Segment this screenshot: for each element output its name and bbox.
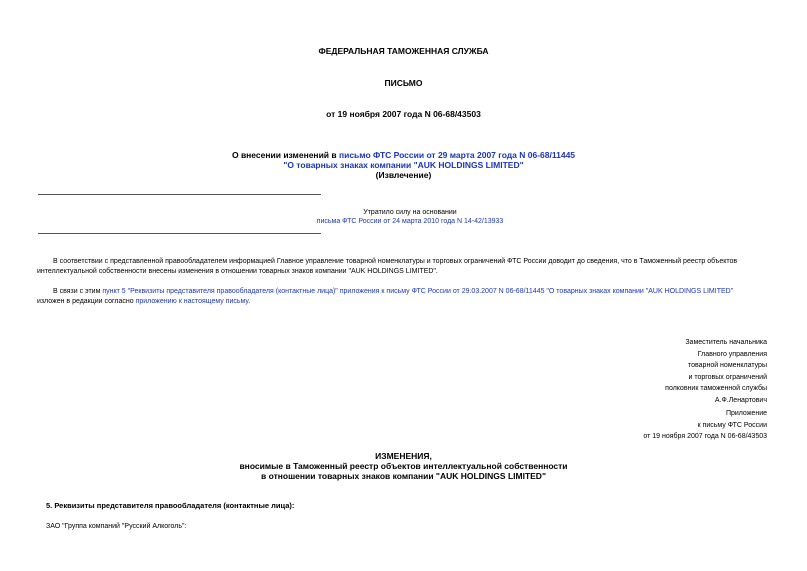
- title-prefix: О внесении изменений в: [231, 150, 339, 160]
- signature-line: товарной номенклатуры: [688, 362, 767, 369]
- appendix-line: к письму ФТС России: [697, 421, 767, 429]
- title-link[interactable]: письмо ФТС России от 29 марта 2007 года N 06-68/11445: [338, 150, 576, 160]
- section-5-heading: 5. Реквизиты представителя правообладателя (контактные лица):: [46, 501, 295, 510]
- status-text: Утратило силу на основании: [363, 209, 457, 216]
- paragraph-1-line2: интеллектуальной собственности внесены изменения в отношении товарных знаков компании "AUK HOLDINGS LIMITED".: [37, 268, 438, 275]
- paragraph-2-line1: [37, 287, 772, 297]
- paragraph-1-line1: В соответствии с представленной правообладателем информацией Главное управление товарной номенклатуры и торговых ограничений ФТС России доводит до сведения, что в Таможенный реестр объектов: [53, 258, 738, 265]
- signature-block: [665, 337, 767, 406]
- paragraph-2-link1[interactable]: пункт 5 "Реквизиты представителя правообладателя (контактные лица)" приложения к письму ФТС России от 29.03.2007 N 06-68/11445 "О товарных знаках компании "AUK HOLDINGS LIMITED": [102, 288, 734, 295]
- changes-subheading-2: в отношении товарных знаков компании "AUK HOLDINGS LIMITED": [261, 471, 546, 481]
- signature-line: Заместитель начальника: [685, 339, 767, 346]
- paragraph-2: [37, 287, 772, 307]
- paragraph-2-line2-prefix: изложен в редакции согласно: [37, 298, 136, 305]
- signature-line: Главного управления: [697, 350, 767, 358]
- company-name: ЗАО "Группа компаний "Русский Алкоголь":: [46, 523, 187, 530]
- paragraph-2-line2-suffix: .: [248, 298, 251, 305]
- appendix-block: [643, 408, 767, 443]
- signature-line: полковник таможенной службы: [665, 385, 767, 392]
- appendix-line: от 19 ноября 2007 года N 06-68/43503: [643, 433, 767, 440]
- paragraph-2-link2[interactable]: приложению к настоящему письму: [135, 298, 249, 305]
- appendix-line: Приложение: [725, 410, 767, 417]
- doc-date-number: от 19 ноября 2007 года N 06-68/43503: [326, 109, 481, 119]
- paragraph-2-line2: [37, 297, 772, 307]
- paragraph-1: [37, 257, 772, 277]
- agency-heading: ФЕДЕРАЛЬНАЯ ТАМОЖЕННАЯ СЛУЖБА: [318, 46, 489, 56]
- rule-top: [38, 194, 321, 195]
- changes-heading: ИЗМЕНЕНИЯ,: [375, 451, 432, 461]
- doc-type-heading: ПИСЬМО: [384, 78, 423, 88]
- signature-line: А.Ф.Ленартович: [714, 396, 767, 404]
- changes-subheading: вносимые в Таможенный реестр объектов интеллектуальной собственности: [239, 461, 568, 471]
- extract-label: (Извлечение): [375, 170, 432, 180]
- letter-title-line2: "О товарных знаках компании "AUK HOLDINGS LIMITED": [283, 160, 524, 170]
- status-link[interactable]: письма ФТС России от 24 марта 2010 года N 14-42/13933: [316, 218, 504, 225]
- rule-bottom: [38, 233, 321, 234]
- paragraph-2-prefix: В связи с этим: [53, 288, 103, 295]
- signature-line: и торговых ограничений: [688, 373, 767, 381]
